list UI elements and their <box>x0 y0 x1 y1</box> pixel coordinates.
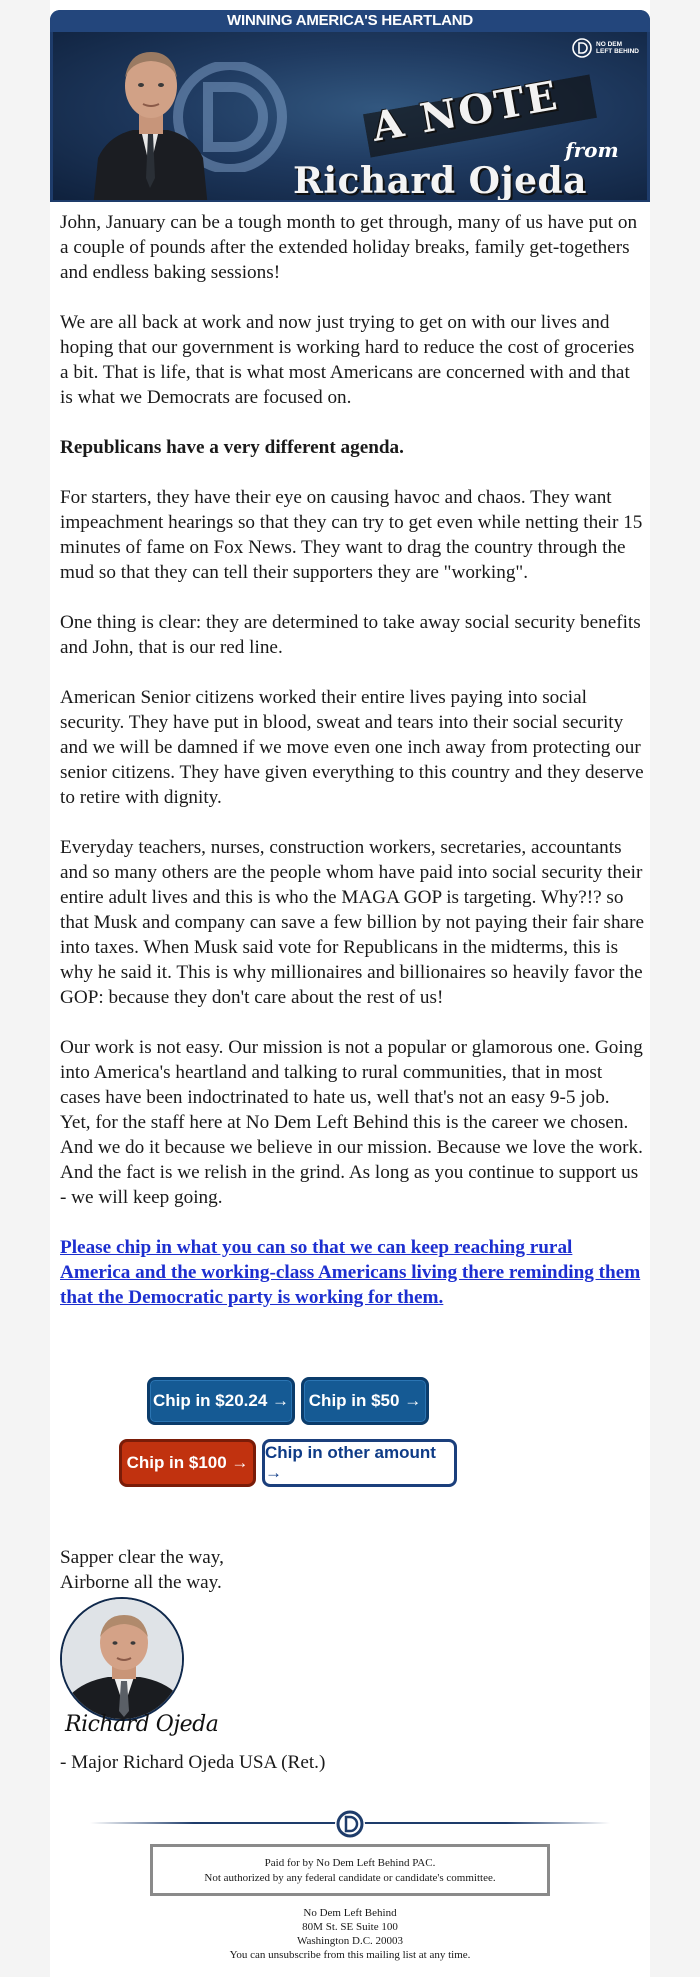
org-name: No Dem Left Behind <box>303 1907 397 1919</box>
brand-line-1: NO DEM <box>596 41 623 48</box>
paragraph-6: American Senior citizens worked their entire lives paying into social security. They have put in blood, sweat and tears into their social security and we will be damned if we move even one inch away from protecting our senior citizens. They have given everything to this country and they deserve to retire with dignity. <box>60 687 644 808</box>
footer-address <box>50 1906 650 1962</box>
banner-image <box>53 32 647 200</box>
email-body <box>60 210 644 1310</box>
brand-d-icon <box>572 38 592 58</box>
signoff-line-2: Airborne all the way. <box>60 1572 222 1593</box>
header-tagline: WINNING AMERICA'S HEARTLAND <box>50 10 650 32</box>
paragraph-4: For starters, they have their eye on causing havoc and chaos. They want impeachment hearings so that they can try to get even while netting their 15 minutes of fame on Fox News. They want to drag the country through the mud so that they can tell their supporters they are "working". <box>60 487 643 583</box>
paragraph-5: One thing is clear: they are determined to take away social security benefits and John, that is our red line. <box>60 612 641 658</box>
paragraph-7: Everyday teachers, nurses, construction workers, secretaries, accountants and so many others are the people whom have paid into social security their entire adult lives and this is who the MAGA GOP is targeting. Why?!? so that Musk and company can save a few billion by not paying their fair share into taxes. When Musk said vote for Republicans in the midterms, this is why he said it. This is why millionaires and billionaires so heavily favor the GOP: because they don't care about the rest of us! <box>60 837 644 1008</box>
richard-ojeda-photo <box>93 38 208 200</box>
not-authorized-text: Not authorized by any federal candidate or candidate's committee. <box>204 1872 496 1884</box>
footer-d-logo-icon <box>335 1809 365 1839</box>
street-address: 80M St. SE Suite 100 <box>302 1921 398 1933</box>
signer-title: - Major Richard Ojeda USA (Ret.) <box>60 1752 326 1773</box>
paragraph-3-bold: Republicans have a very different agenda. <box>60 437 404 458</box>
chip-in-100-button[interactable]: Chip in $100 → <box>119 1439 256 1487</box>
brand-logo <box>572 38 639 58</box>
signoff-line-1: Sapper clear the way, <box>60 1547 224 1568</box>
paragraph-1: John, January can be a tough month to get through, many of us have put on a couple of pounds after the extended holiday breaks, family get-togethers and endless baking sessions! <box>60 212 638 283</box>
handwritten-signature: Richard Ojeda <box>65 1712 219 1737</box>
brand-line-2: LEFT BEHIND <box>596 48 639 55</box>
a-note-heading: A NOTE <box>368 71 563 152</box>
header-banner <box>50 10 650 202</box>
footer <box>50 1796 650 1977</box>
paragraph-8: Our work is not easy. Our mission is not a popular or glamorous one. Going into America's heartland and talking to rural communities, that in most cases have been indoctrinated to hate us, well that's not an easy 9-5 job. Yet, for the staff here at No Dem Left Behind this is the career we chosen. And we do it because we believe in our mission. Because we love the work. And the fact is we relish in the grind. As long as you continue to support us - we will keep going. <box>60 1037 643 1208</box>
from-text: from <box>565 138 619 162</box>
signature-portrait <box>60 1597 184 1721</box>
paid-for-text: Paid for by No Dem Left Behind PAC. <box>264 1857 436 1869</box>
banner-name: Richard Ojeda <box>293 160 587 200</box>
chip-in-50-button[interactable]: Chip in $50 → <box>301 1377 429 1425</box>
chip-in-other-button[interactable]: Chip in other amount → <box>262 1439 457 1487</box>
paragraph-2: We are all back at work and now just trying to get on with our lives and hoping that our government is working hard to reduce the cost of groceries a bit. That is life, that is what most Americans are concerned with and that is what we Democrats are focused on. <box>60 312 635 408</box>
email-container <box>50 0 650 1977</box>
donate-link[interactable]: Please chip in what you can so that we can keep reaching rural America and the working-class Americans living there reminding them that the Democratic party is working for them. <box>60 1237 641 1308</box>
signoff <box>60 1545 224 1595</box>
unsubscribe-text[interactable]: You can unsubscribe from this mailing list at any time. <box>229 1949 471 1961</box>
city-address: Washington D.C. 20003 <box>296 1935 404 1947</box>
paid-for-disclaimer <box>150 1844 550 1896</box>
portrait-photo <box>62 1599 184 1721</box>
chip-in-2024-button[interactable]: Chip in $20.24 → <box>147 1377 295 1425</box>
